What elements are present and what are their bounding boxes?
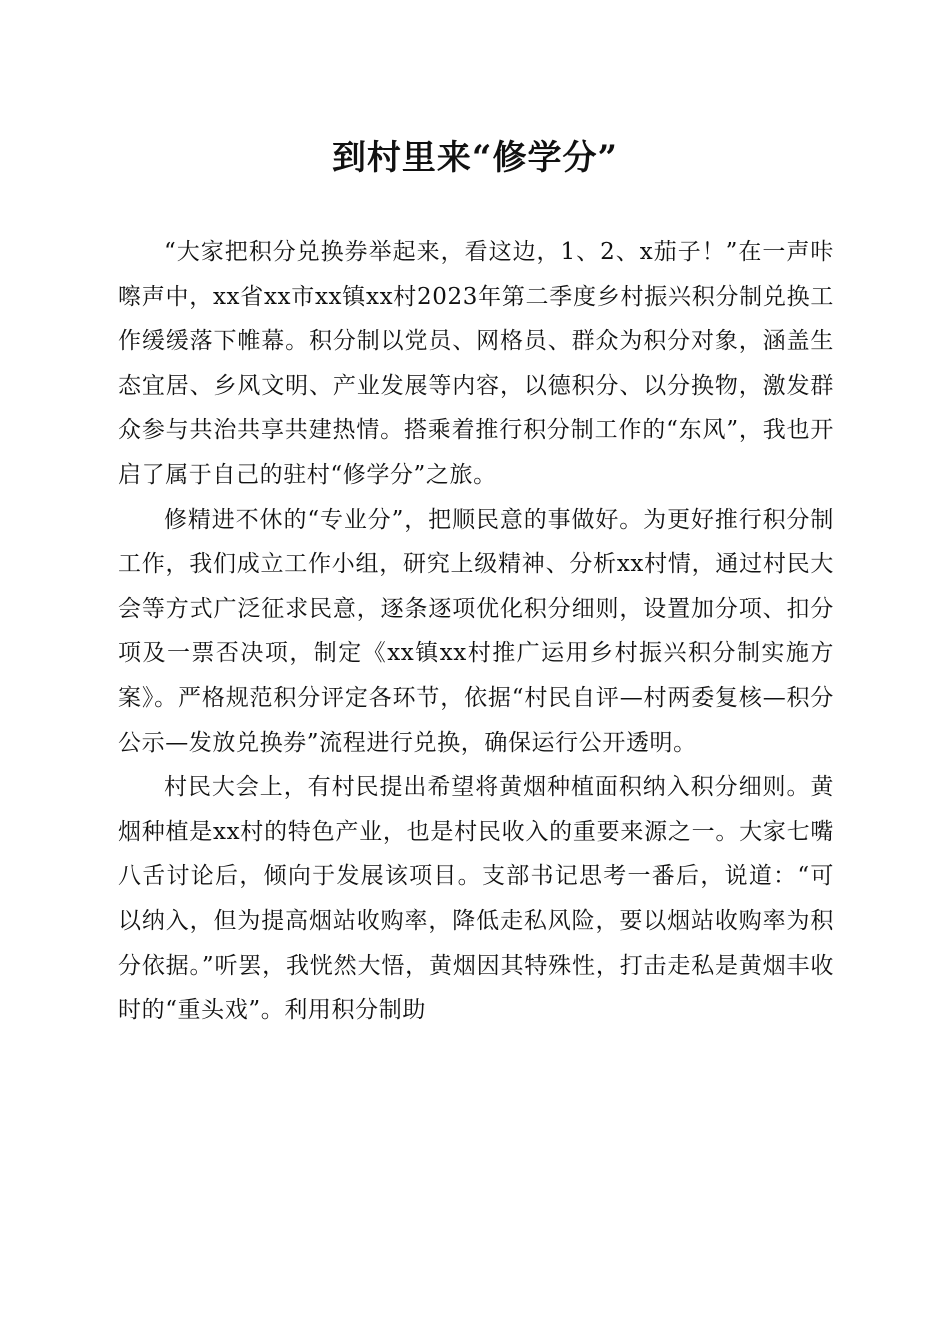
paragraph-1: “大家把积分兑换券举起来，看这边，1、2、x茄子！”在一声咔嚓声中，xx省xx市xx镇xx村2023年第二季度乡村振兴积分制兑换工作缓缓落下帷幕。积分制以党员、网格员、群众为积分对象，涵盖生态宜居、乡风文明、产业发展等内容，以德积分、以分换物，激发群众参与共治共享共建热情。搭乘着推行积分制工作的“东风”，我也开启了属于自己的驻村“修学分”之旅。 xyxy=(118,239,834,488)
document-title: 到村里来“修学分” xyxy=(331,138,619,178)
paragraph-2: 修精进不休的“专业分”，把顺民意的事做好。为更好推行积分制工作，我们成立工作小组，研究上级精神、分析xx村情，通过村民大会等方式广泛征求民意，逐条逐项优化积分细则，设置加分项、扣分项及一票否决项，制定《xx镇xx村推广运用乡村振兴积分制实施方案》。严格规范积分评定各环节，依据“村民自评—村两委复核—积分公示—发放兑换券”流程进行兑换，确保运行公开透明。 xyxy=(118,506,834,756)
paragraph-3: 村民大会上，有村民提出希望将黄烟种植面积纳入积分细则。黄烟种植是xx村的特色产业，也是村民收入的重要来源之一。大家七嘴八舌讨论后，倾向于发展该项目。支部书记思考一番后，说道：“可以纳入，但为提高烟站收购率，降低走私风险，要以烟站收购率为积分依据。”听罢，我恍然大悟，黄烟因其特殊性，打击走私是黄烟丰收时的“重头戏”。利用积分制助 xyxy=(118,774,834,1024)
document-body xyxy=(118,230,834,1033)
